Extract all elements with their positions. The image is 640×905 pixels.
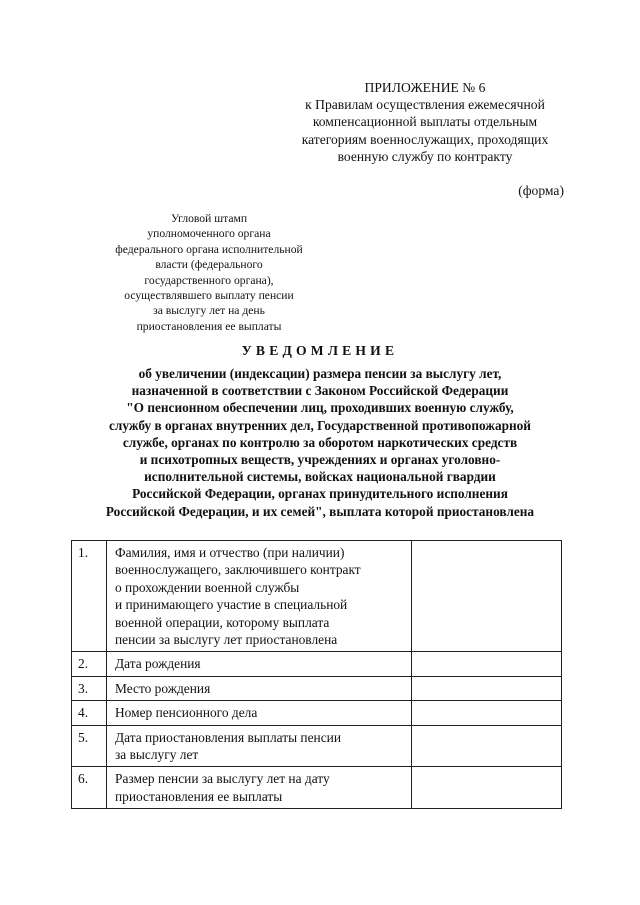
table-row [72, 652, 562, 676]
row-number: 3. [72, 676, 107, 700]
subtitle-line: исполнительной системы, войсках национальной гвардии [144, 469, 496, 485]
row-number: 4. [72, 701, 107, 725]
table-row [72, 541, 562, 652]
stamp-line: власти (федерального [155, 258, 263, 272]
row-label [107, 701, 412, 725]
row-label [107, 767, 412, 809]
corner-stamp-placeholder [70, 211, 348, 334]
row-label-line: Место рождения [115, 680, 211, 696]
row-label [107, 725, 412, 767]
table-row [72, 767, 562, 809]
stamp-line: федерального органа исполнительной [115, 242, 303, 256]
subtitle-line: службу в органах внутренних дел, Государственной противопожарной [109, 417, 531, 433]
row-value-cell[interactable] [412, 725, 562, 767]
table-row [72, 701, 562, 725]
notification-table [71, 540, 562, 809]
appendix-line: военную службу по контракту [337, 148, 513, 164]
table-row [72, 676, 562, 700]
row-label-line: за выслугу лет [115, 747, 199, 763]
subtitle-line: службе, органах по контролю за оборотом наркотических средств [122, 434, 518, 450]
form-label: (форма) [518, 183, 564, 198]
subtitle-line: Российской Федерации, органах принудительного исполнения [132, 486, 508, 502]
stamp-line: государственного органа), [144, 273, 274, 287]
appendix-header [280, 79, 570, 165]
stamp-line: уполномоченного органа [147, 227, 271, 241]
table-row [72, 725, 562, 767]
row-label [107, 652, 412, 676]
stamp-line: приостановления ее выплаты [136, 319, 282, 333]
subtitle-line: назначенной в соответствии с Законом Российской Федерации [131, 383, 509, 399]
row-label [107, 541, 412, 652]
row-label-line: и принимающего участие в специальной [115, 597, 348, 613]
row-label [107, 676, 412, 700]
row-number: 1. [72, 541, 107, 652]
row-label-line: о прохождении военной службы [115, 579, 300, 595]
subtitle-line: об увеличении (индексации) размера пенсии за выслугу лет, [138, 366, 502, 381]
appendix-line: к Правилам осуществления ежемесячной [305, 97, 545, 113]
row-value-cell[interactable] [412, 652, 562, 676]
stamp-line: осуществлявшего выплату пенсии [124, 289, 294, 303]
row-value-cell[interactable] [412, 767, 562, 809]
subtitle-line: "О пенсионном обеспечении лиц, проходивших военную службу, [126, 400, 514, 416]
appendix-line: категориям военнослужащих, проходящих [301, 131, 549, 147]
subtitle-line: Российской Федерации, и их семей", выплата которой приостановлена [105, 503, 535, 519]
row-label-line: Дата рождения [115, 656, 201, 672]
row-label-line: Размер пенсии за выслугу лет на дату [115, 771, 330, 787]
row-value-cell[interactable] [412, 541, 562, 652]
stamp-line: за выслугу лет на день [153, 304, 265, 318]
row-number: 2. [72, 652, 107, 676]
subtitle-line: и психотропных веществ, учреждениях и органах уголовно- [139, 452, 501, 468]
appendix-line: ПРИЛОЖЕНИЕ № 6 [364, 80, 486, 95]
row-value-cell[interactable] [412, 676, 562, 700]
row-label-line: Фамилия, имя и отчество (при наличии) [115, 545, 345, 560]
document-subtitle [50, 365, 590, 520]
stamp-line: Угловой штамп [170, 212, 248, 225]
row-label-line: военной операции, которому выплата [115, 614, 330, 630]
row-number: 6. [72, 767, 107, 809]
row-label-line: пенсии за выслугу лет приостановлена [115, 632, 338, 648]
row-label-line: приостановления ее выплаты [115, 788, 283, 804]
appendix-line: компенсационной выплаты отдельным [312, 114, 538, 130]
document-title: УВЕДОМЛЕНИЕ [241, 343, 399, 358]
row-number: 5. [72, 725, 107, 767]
row-label-line: военнослужащего, заключившего контракт [115, 562, 361, 578]
row-value-cell[interactable] [412, 701, 562, 725]
row-label-line: Дата приостановления выплаты пенсии [115, 729, 341, 745]
row-label-line: Номер пенсионного дела [115, 705, 258, 721]
